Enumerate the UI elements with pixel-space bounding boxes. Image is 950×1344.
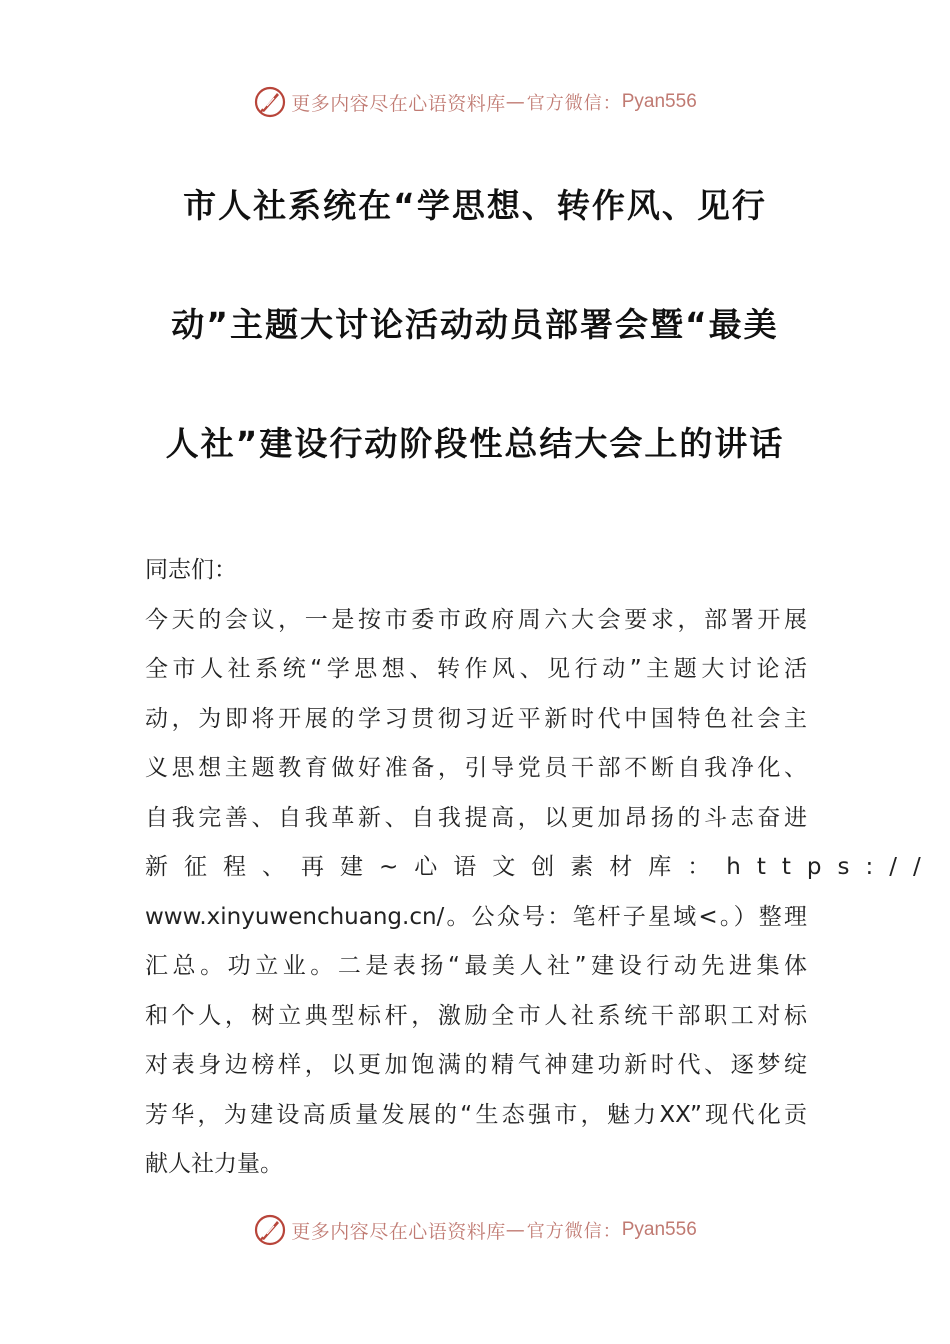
body-line: 芳华，为建设高质量发展的“生态强市，魅力XX”现代化贡 — [145, 1101, 807, 1128]
watermark-account: Pyan556 — [621, 91, 697, 112]
watermark-separator: — — [505, 91, 525, 113]
document-title-line-1: 市人社系统在“学思想、转作风、见行 — [183, 186, 767, 225]
body-line: 献人社力量。 — [145, 1151, 283, 1177]
document-title-line-3: 人社”建设行动阶段性总结大会上的讲话 — [165, 424, 785, 463]
document-body — [145, 546, 937, 1190]
body-line: 汇总。功立业。二是表扬“最美人社”建设行动先进集体 — [145, 953, 807, 979]
document-title-line-2: 动”主题大讨论活动动员部署会暨“最美 — [171, 305, 779, 344]
body-line: www.xinyuwenchuang.cn/。公众号：笔杆子星域<。）整理 — [145, 903, 807, 930]
watermark-brand: 更多内容尽在心语资料库 — [291, 1220, 506, 1243]
body-line: 新征程、再建~心语文创素材库：https:// — [145, 854, 937, 880]
quill-logo-icon — [253, 85, 287, 119]
body-line: 对表身边榜样，以更加饱满的精气神建功新时代、逐梦绽 — [145, 1052, 807, 1078]
watermark-wechat-label: 官方微信： — [526, 1221, 622, 1242]
watermark-wechat-label: 官方微信： — [526, 93, 622, 114]
watermark-separator: — — [505, 1219, 525, 1241]
salutation: 同志们： — [145, 557, 237, 583]
body-line: 自我完善、自我革新、自我提高，以更加昂扬的斗志奋进 — [145, 804, 807, 831]
body-line: 今天的会议，一是按市委市政府周六大会要求，部署开展 — [145, 606, 807, 633]
body-line: 动，为即将开展的学习贯彻习近平新时代中国特色社会主 — [145, 705, 807, 732]
watermark-header — [0, 82, 950, 122]
watermark-account: Pyan556 — [621, 1219, 697, 1240]
quill-logo-icon — [253, 1213, 287, 1247]
watermark-brand: 更多内容尽在心语资料库 — [291, 92, 506, 115]
watermark-footer — [0, 1210, 950, 1250]
body-line: 全市人社系统“学思想、转作风、见行动”主题大讨论活 — [145, 656, 807, 682]
body-line: 义思想主题教育做好准备，引导党员干部不断自我净化、 — [145, 755, 807, 781]
body-line: 和个人，树立典型标杆，激励全市人社系统干部职工对标 — [145, 1002, 807, 1029]
